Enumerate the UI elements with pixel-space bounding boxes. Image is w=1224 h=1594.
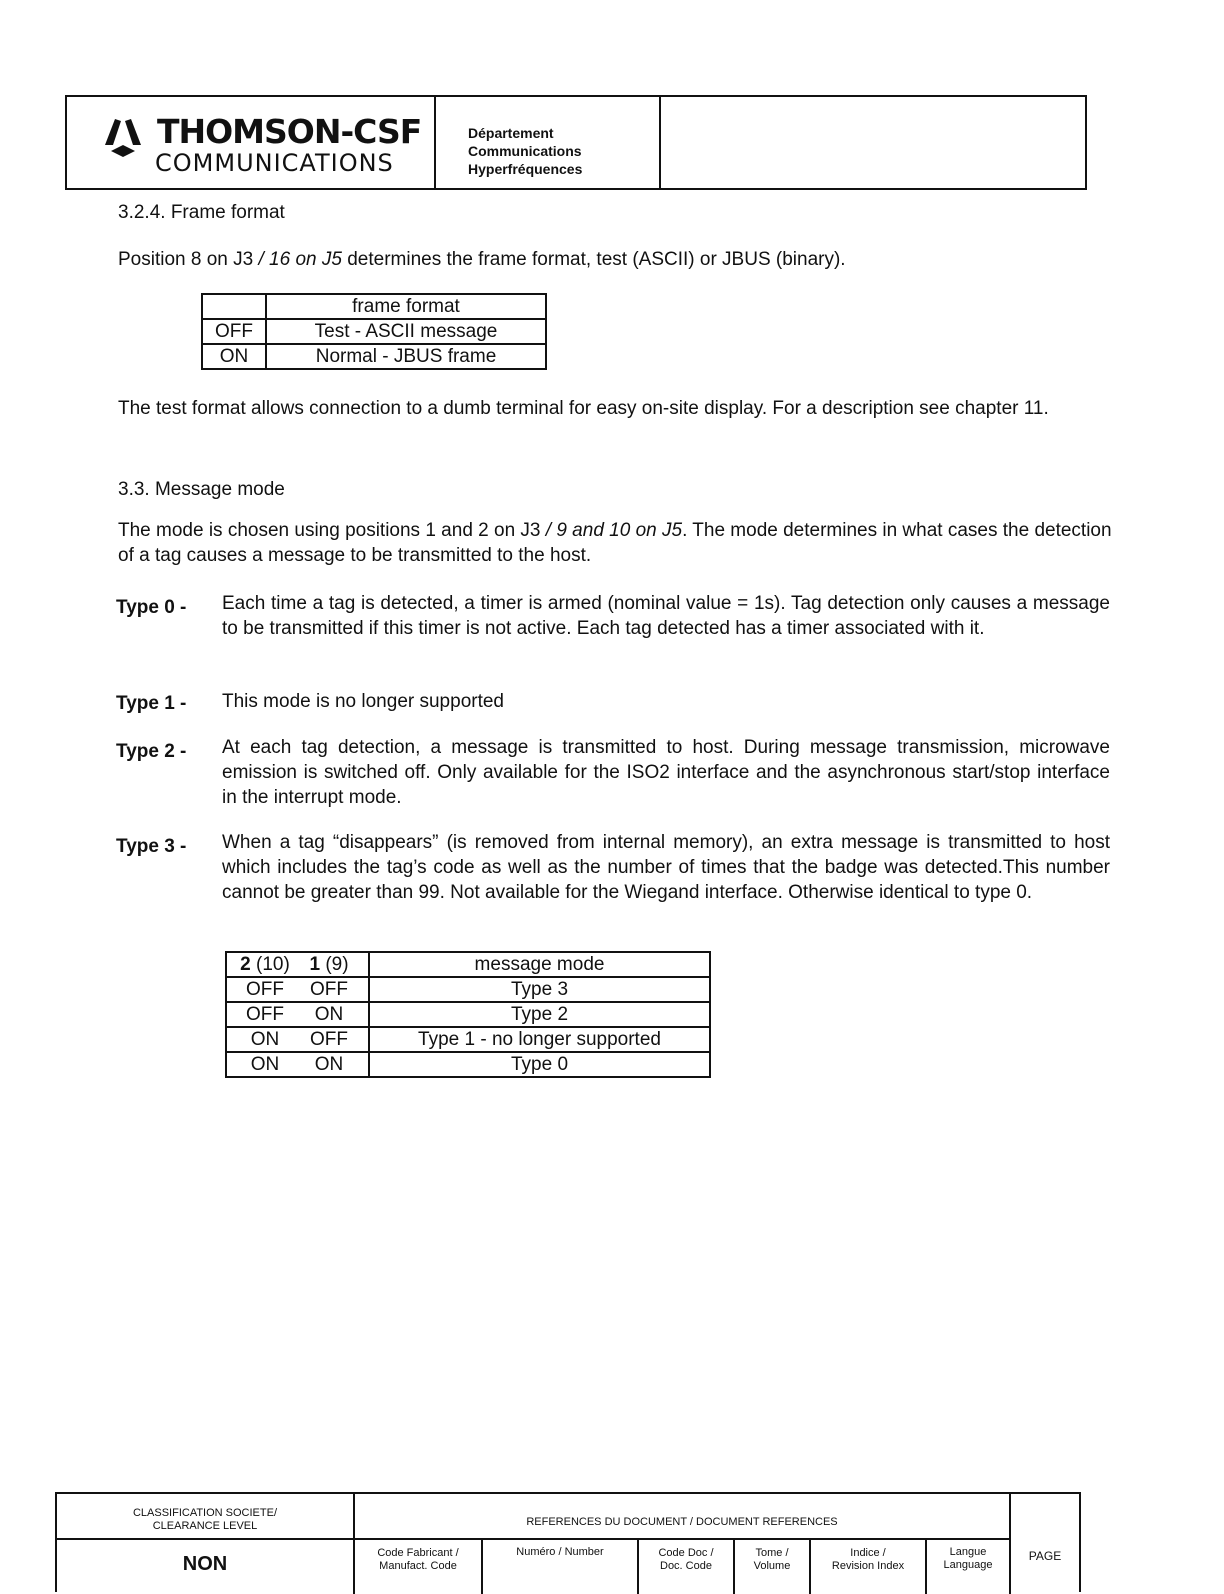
bit-value: ON — [314, 1003, 344, 1025]
header-alt: (9) — [325, 953, 349, 975]
footer-column-label: Indice / Revision Index — [831, 1547, 905, 1572]
section-heading: 3.2.4. Frame format — [118, 202, 285, 223]
footer-column-label: Tome / Volume — [753, 1547, 791, 1572]
frame-format-table — [201, 293, 547, 370]
paragraph-italic: / 9 and 10 on J5 — [545, 520, 683, 541]
frame-format-paragraph — [118, 247, 1112, 272]
paragraph-text: . The mode determines in what cases the detection of a tag causes a message to be transmitted to the host. — [118, 520, 1112, 566]
table-cell — [226, 977, 369, 1002]
table-cell: Type 1 - no longer supported — [369, 1027, 710, 1052]
table-header-row — [202, 294, 546, 319]
bit-1-header — [297, 954, 361, 976]
paragraph-text: The mode is chosen using positions 1 and 2 on J3 — [118, 520, 546, 541]
table-cell: Type 0 — [369, 1052, 710, 1077]
table-cell — [226, 1027, 369, 1052]
table-cell: Type 3 — [369, 977, 710, 1002]
divider — [353, 1494, 355, 1594]
table-cell: ON — [202, 344, 266, 369]
header-num: 1 — [309, 953, 321, 975]
bit-value: OFF — [310, 978, 348, 1000]
table-row — [226, 1052, 710, 1077]
table-header: frame format — [266, 294, 546, 319]
company-division: COMMUNICATIONS — [155, 149, 394, 177]
table-cell — [226, 1002, 369, 1027]
table-cell: Normal - JBUS frame — [266, 344, 546, 369]
document-header — [65, 95, 1087, 190]
table-cell: Test - ASCII message — [266, 319, 546, 344]
department-line: Communications — [468, 143, 582, 159]
footer-column-label: Code Doc / Doc. Code — [658, 1547, 714, 1572]
type-label: Type 2 - — [116, 741, 187, 762]
blank-header-cell — [659, 97, 1085, 188]
divider — [1009, 1494, 1011, 1594]
bit-value: ON — [314, 1053, 344, 1075]
table-row — [202, 344, 546, 369]
table-row — [202, 319, 546, 344]
table-header: message mode — [369, 952, 710, 977]
paragraph-text: Position 8 on J3 — [118, 249, 259, 270]
message-mode-paragraph — [118, 518, 1112, 568]
type-description: At each tag detection, a message is transmitted to host. During message transmission, microwave emission is switched off. Only available for the ISO2 interface and the asynchronous start/stop interface in the interrupt mode. — [222, 737, 1110, 808]
classification-label: CLASSIFICATION SOCIETE/ CLEARANCE LEVEL — [132, 1507, 278, 1532]
header-alt: (10) — [256, 953, 290, 975]
logo-cell — [67, 97, 436, 188]
test-format-note: The test format allows connection to a dumb terminal for easy on-site display. For a description see chapter 11. — [118, 398, 1049, 419]
footer-column-label: Code Fabricant / Manufact. Code — [377, 1547, 459, 1572]
bit-value: OFF — [246, 1003, 284, 1025]
bit-value: ON — [250, 1053, 280, 1075]
company-name: THOMSON-CSF — [157, 112, 422, 151]
footer-column-label: Langue Language — [943, 1546, 993, 1571]
bit-value: OFF — [310, 1028, 348, 1050]
table-row — [226, 977, 710, 1002]
table-row — [226, 1002, 710, 1027]
table-cell: Type 2 — [369, 1002, 710, 1027]
section-heading: 3.3. Message mode — [118, 479, 285, 500]
message-mode-table — [225, 951, 711, 1078]
table-cell: OFF — [202, 319, 266, 344]
bit-value: OFF — [246, 978, 284, 1000]
document-footer — [55, 1492, 1081, 1592]
type-description: This mode is no longer supported — [222, 691, 504, 712]
footer-column-label: Numéro / Number — [516, 1546, 604, 1558]
department-line: Hyperfréquences — [468, 161, 583, 177]
type-label: Type 0 - — [116, 597, 187, 618]
page-label: PAGE — [1028, 1549, 1062, 1563]
table-row — [226, 1027, 710, 1052]
paragraph-italic: / 16 on J5 — [258, 249, 342, 270]
department-line: Département — [468, 125, 554, 141]
type-label: Type 1 - — [116, 693, 187, 714]
table-cell — [202, 294, 266, 319]
references-title: REFERENCES DU DOCUMENT / DOCUMENT REFERENCES — [526, 1516, 838, 1528]
table-header — [226, 952, 369, 977]
bit-value: ON — [250, 1028, 280, 1050]
table-cell — [226, 1052, 369, 1077]
paragraph-text: determines the frame format, test (ASCII) or JBUS (binary). — [341, 249, 846, 270]
type-label: Type 3 - — [116, 836, 187, 857]
table-header-row — [226, 952, 710, 977]
thomson-logo-icon — [101, 115, 145, 159]
department-cell — [434, 97, 661, 188]
type-description: When a tag “disappears” (is removed from internal memory), an extra message is transmitted to host which includes the tag’s code as well as the number of times that the badge was detected.This number cannot be greater than 99. Not available for the Wiegand interface. Otherwise identical to type 0. — [222, 832, 1110, 903]
divider — [57, 1538, 1009, 1540]
bit-2-header — [233, 954, 297, 976]
type-description: Each time a tag is detected, a timer is armed (nominal value = 1s). Tag detection only causes a message to be transmitted if this timer is not active. Each tag detected has a timer associated with it. — [222, 593, 1110, 639]
classification-value: NON — [182, 1553, 228, 1575]
header-num: 2 — [240, 953, 251, 975]
